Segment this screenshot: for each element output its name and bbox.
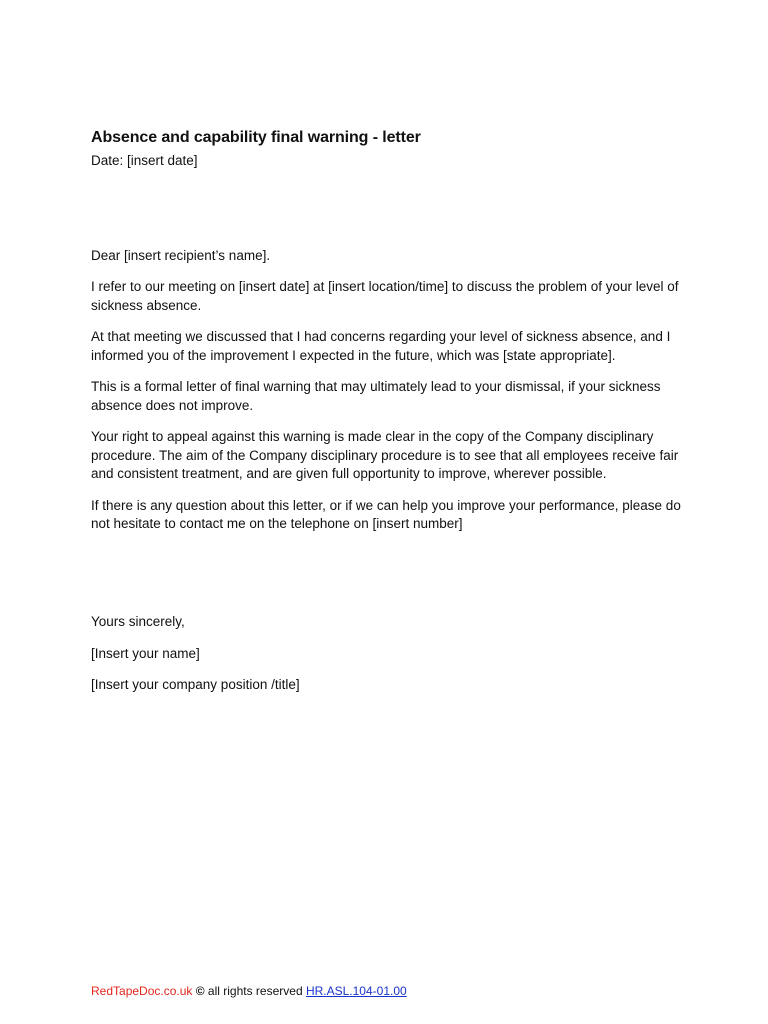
sender-position-placeholder: [Insert your company position /title] <box>91 677 300 693</box>
paragraph-concerns: At that meeting we discussed that I had concerns regarding your level of sickness absence, and I informed you of the improvement I expected in the future, which was [state appropriate]. <box>91 329 671 363</box>
paragraph-right-to-appeal: Your right to appeal against this warning is made clear in the copy of the Company disciplinary procedure. The aim of the Company disciplinary procedure is to see that all employees receive fair and consistent treatment, and are given full opportunity to improve, wherever possible. <box>91 428 679 482</box>
salutation: Dear [insert recipient’s name]. <box>91 248 271 263</box>
rights-text: all rights reserved <box>204 984 306 998</box>
paragraph-final-warning: This is a formal letter of final warning that may ultimately lead to your dismissal, if your sickness absence does not improve. <box>91 379 661 413</box>
sender-name-placeholder: [Insert your name] <box>91 645 200 661</box>
document-title: Absence and capability final warning - letter <box>91 129 421 146</box>
brand-name[interactable]: RedTapeDoc.co.uk <box>91 984 193 998</box>
sign-off: Yours sincerely, <box>91 614 185 629</box>
letter-body <box>91 247 691 546</box>
date-line: Date: [insert date] <box>91 153 198 168</box>
copyright-icon: © <box>195 984 205 998</box>
letter-closing <box>91 613 300 708</box>
document-reference-link[interactable]: HR.ASL.104-01.00 <box>305 984 407 998</box>
paragraph-meeting-reference: I refer to our meeting on [insert date] at [insert location/time] to discuss the problem of your level of sickness absence. <box>91 279 679 313</box>
page-footer <box>91 984 407 998</box>
paragraph-contact: If there is any question about this letter, or if we can help you improve your performance, please do not hesitate to contact me on the telephone on [insert number] <box>91 497 681 532</box>
